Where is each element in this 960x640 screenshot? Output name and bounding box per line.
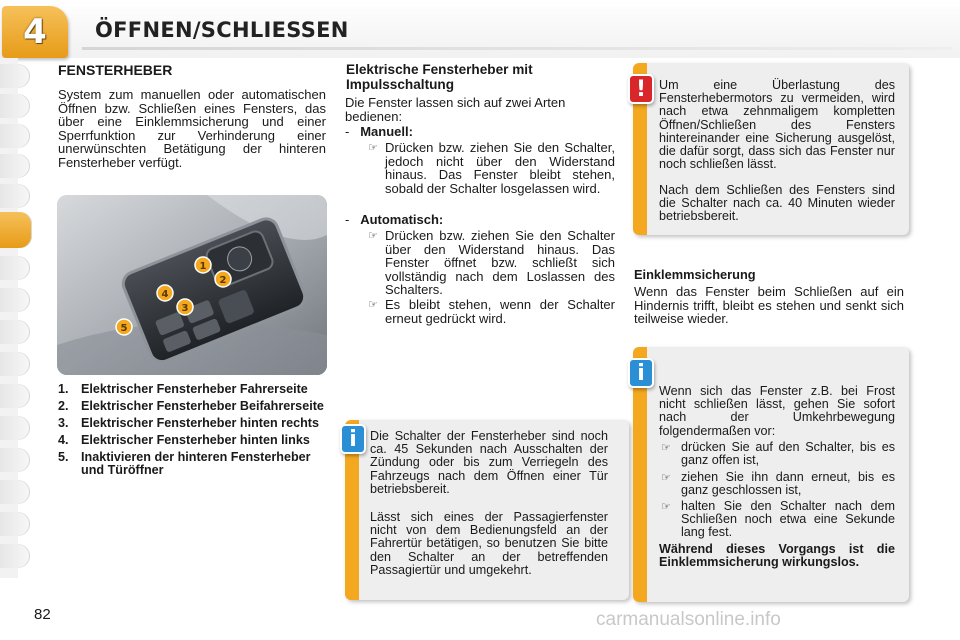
side-tab-10[interactable] [0,352,30,376]
legend-item: 1. Elektrischer Fensterheber Fahrerseite [58,382,308,396]
marker-1: 1 [199,261,207,272]
pointing-hand-icon: ☞ [368,229,378,242]
side-tab-8[interactable] [0,288,30,312]
pointing-hand-icon: ☞ [661,441,671,454]
side-tab-13[interactable] [0,448,30,472]
pointing-hand-icon: ☞ [661,500,671,513]
legend-item: 2. Elektrischer Fensterheber Beifahrerseite [58,399,324,413]
warning-icon: ! [630,76,652,102]
intro-paragraph: System zum manuellen oder automatischen Öffnen bzw. Schließen eines Fensters, das über eine Einklemmsicherung und einer Sperrfunktion zur Verhinderung einer unerwünschten Betätigung der hinteren Fensterheber verfügt. [58,87,326,170]
switch-legend [58,383,328,481]
frost-step-3: ☞ halten Sie den Schalter nach dem Schließen noch etwa eine Sekunde lang fest. [661,499,895,540]
side-tab-14[interactable] [0,480,30,504]
door-panel-illustration [57,195,327,375]
page-title: ÖFFNEN/SCHLIESSEN [95,18,349,42]
frost-note: Während dieses Vorgangs ist die Einklemmsicherung wirkungslos. [659,542,895,570]
automatic-instruction-1: ☞ Drücken bzw. ziehen Sie den Schalter über den Widerstand hinaus. Das Fenster öffnet bzw. schließt sich vollständig nach dem Loslassen des Schalters. [368,228,615,298]
side-tab-9[interactable] [0,320,30,344]
manual-instruction: ☞ Drücken bzw. ziehen Sie den Schalter, jedoch nicht über den Widerstand hinaus. Das Fenster bleibt stehen, sobald der Schalter losgelassen wird. [368,140,615,196]
impulse-intro: Die Fenster lassen sich auf zwei Arten bedienen: [345,95,566,124]
legend-item: 5. Inaktivieren der hinteren Fensterheber und Türöffner [58,450,311,477]
info-icon: i [630,360,652,386]
warning-box-p2: Nach dem Schließen des Fensters sind die Schalter nach ca. 40 Minuten wieder betriebsbereit. [659,183,895,224]
marker-5: 5 [120,323,128,334]
marker-4: 4 [161,289,169,300]
watermark: carmanualsonline.info [596,609,781,630]
side-tab-5[interactable] [0,184,30,208]
side-tab-15[interactable] [0,512,30,536]
side-tab-4[interactable] [0,154,30,178]
side-tab-2[interactable] [0,94,30,118]
frost-step-1: ☞ drücken Sie auf den Schalter, bis es ganz offen ist, [661,440,895,468]
side-tab-1[interactable] [0,64,30,88]
manual-label: Manuell: [360,124,413,139]
frost-intro: Wenn sich das Fenster z.B. bei Frost nicht schließen lässt, gehen Sie sofort nach der Umkehrbewegung folgendermaßen vor: [659,384,895,438]
legend-item: 3. Elektrischer Fensterheber hinten rechts [58,416,319,430]
mode-manual: - Manuell: [345,124,413,139]
pointing-hand-icon: ☞ [368,141,378,154]
pinch-heading: Einklemmsicherung [634,267,756,282]
frost-step-2: ☞ ziehen Sie ihn dann erneut, bis es ganz geschlossen ist, [661,470,895,498]
side-tab-16[interactable] [0,544,30,568]
pointing-hand-icon: ☞ [368,298,378,311]
info-icon: i [342,426,364,452]
mode-automatic: - Automatisch: [345,212,444,227]
section-heading: FENSTERHEBER [58,62,173,78]
automatic-label: Automatisch: [360,212,444,227]
chapter-badge: 4 [2,6,68,58]
side-tab-12[interactable] [0,416,30,440]
side-tab-7[interactable] [0,256,30,280]
info-box-timing-p2: Lässt sich eines der Passagierfenster nicht von dem Bedienungsfeld an der Fahrertür betätigen, so benutzen Sie bitte den Schalter an der betreffenden Passagiertür und umgekehrt. [370,510,608,577]
side-tab-11[interactable] [0,384,30,408]
impulse-heading: Elektrische Fensterheber mit Impulsschaltung [346,62,533,92]
legend-item: 4. Elektrischer Fensterheber hinten links [58,433,310,447]
automatic-instruction-2: ☞ Es bleibt stehen, wenn der Schalter erneut gedrückt wird. [368,297,615,326]
pinch-paragraph: Wenn das Fenster beim Schließen auf ein Hindernis trifft, bleibt es stehen und senkt sich teilweise wieder. [634,284,904,327]
window-switch-photo [57,195,327,375]
warning-box-p1: Um eine Überlastung des Fensterhebermotors zu vermeiden, wird nach etwa zehnmaligem kompletten Öffnen/Schließen des Fensters hintereinander eine Sicherung ausgelöst, die dafür sorgt, dass sich das Fenster nur noch schließen lässt. [659,78,895,172]
info-box-timing-p1: Die Schalter der Fensterheber sind noch ca. 45 Sekunden nach Ausschalten der Zündung oder bis zum Verriegeln des Fahrzeugs nach dem Öffnen einer Tür betriebsbereit. [370,429,608,496]
marker-3: 3 [181,303,189,314]
marker-2: 2 [219,275,227,286]
side-tab-3[interactable] [0,124,30,148]
pointing-hand-icon: ☞ [661,471,671,484]
title-divider [82,47,952,50]
page-number: 82 [34,606,51,623]
side-tab-active[interactable] [0,212,32,248]
